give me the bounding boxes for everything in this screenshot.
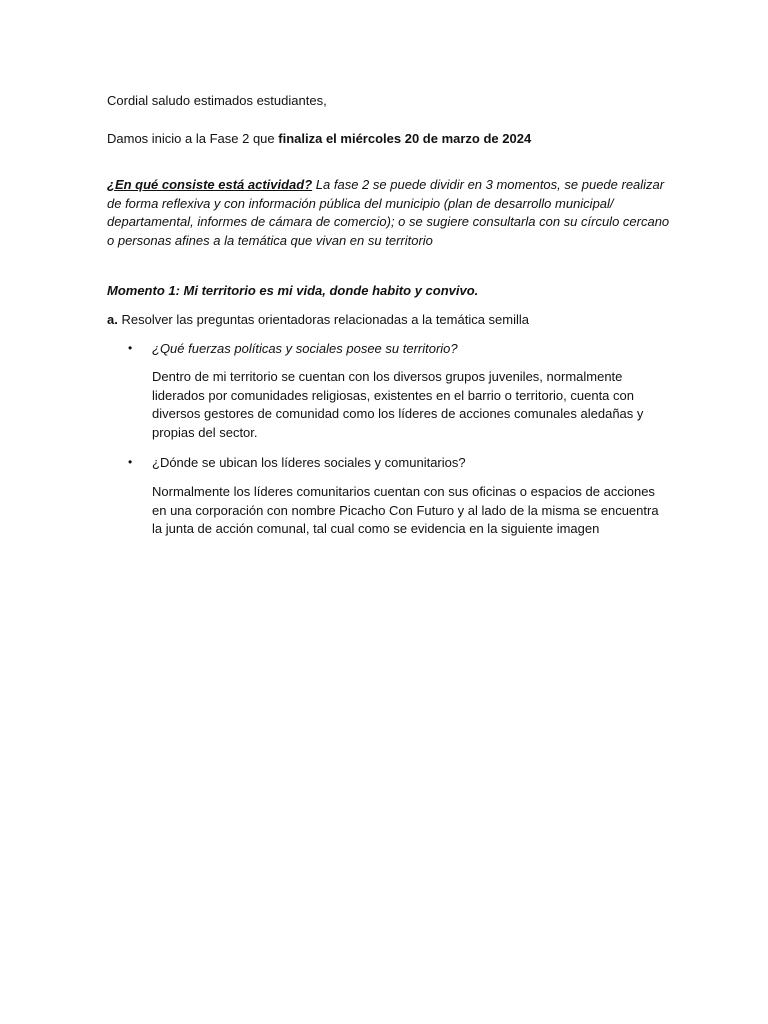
bullet-marker: • — [128, 341, 133, 355]
intro-prefix: Damos inicio a la Fase 2 que — [107, 131, 279, 146]
greeting-text: Cordial saludo estimados estudiantes, — [107, 93, 327, 108]
activity-paragraph — [107, 176, 677, 250]
activity-question: ¿En qué consiste está actividad? — [107, 177, 313, 192]
intro-line — [107, 129, 531, 148]
question-2: ¿Dónde se ubican los líderes sociales y comunitarios? — [152, 455, 466, 470]
bullet-marker: • — [128, 455, 133, 469]
intro-deadline: finaliza el miércoles 20 de marzo de 2024 — [278, 131, 532, 146]
activity-description: La fase 2 se puede dividir en 3 momentos, se puede realizar de forma reflexiva y con información pública del municipio (plan de desarrollo municipal/ departamental, informes de cámara de comercio); o se sugiere consultarla con su círculo cercano o personas afines a la temática que vivan en su territorio — [107, 177, 670, 248]
answer-2: Normalmente los líderes comunitarios cuentan con sus oficinas o espacios de acciones en una corporación con nombre Picacho Con Futuro y al lado de la misma se encuentra la junta de acción comunal, tal cual como se evidencia en la siguiente imagen — [152, 484, 659, 537]
item-letter: a. — [107, 312, 118, 327]
answer-1: Dentro de mi territorio se cuentan con los diversos grupos juveniles, normalmente liderados por comunidades religiosas, existentes en el barrio o territorio, cuenta con diversos gestores de comunidad como los líderes de acciones comunales aledañas y propias del sector. — [152, 369, 644, 440]
question-1: ¿Qué fuerzas políticas y sociales posee su territorio? — [152, 341, 458, 356]
moment1-heading: Momento 1: Mi territorio es mi vida, donde habito y convivo. — [107, 283, 479, 298]
item-text: Resolver las preguntas orientadoras relacionadas a la temática semilla — [121, 312, 530, 327]
moment1-item-a — [107, 310, 529, 329]
